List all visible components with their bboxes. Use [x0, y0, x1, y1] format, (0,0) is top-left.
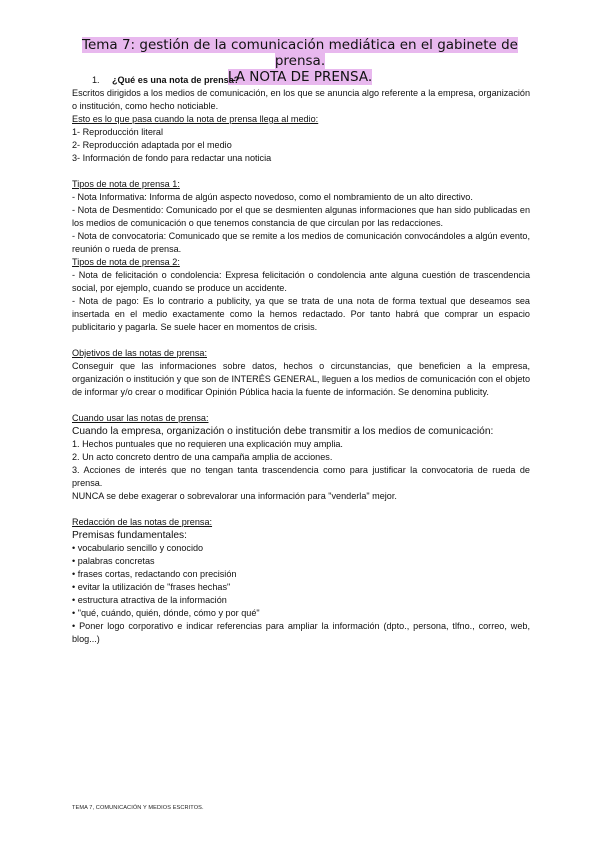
spacer	[72, 399, 530, 412]
tipos2-heading: Tipos de nota de prensa 2:	[72, 257, 180, 267]
tipos2-item: - Nota de felicitación o condolencia: Expresa felicitación o condolencia ante alguna cuestión de trascendencia social, por ejemplo, cuando se produce un accidente.	[72, 270, 530, 293]
process-item: 3- Información de fondo para redactar una noticia	[72, 153, 272, 163]
redaccion-item: • frases cortas, redactando con precisión	[72, 569, 237, 579]
spacer	[72, 334, 530, 347]
redaccion-item: • "qué, cuándo, quién, dónde, cómo y por qué"	[72, 608, 260, 618]
title-line-1: Tema 7: gestión de la comunicación mediática en el gabinete de prensa.	[82, 37, 518, 69]
objetivos-paragraph: Conseguir que las informaciones sobre datos, hechos o circunstancias, que beneficien a la empresa, organización o institución y que son de INTERÉS GENERAL, lleguen a los medios de comunicación con el objeto de informar y/o crear o modificar Opinión Pública hacia la fuente de información. Se denomina publicity.	[72, 361, 530, 397]
cuando-lead: Cuando la empresa, organización o institución debe transmitir a los medios de comunicación:	[72, 426, 494, 437]
tipos1-item: - Nota Informativa: Informa de algún aspecto novedoso, como el nombramiento de un alto directivo.	[72, 192, 473, 202]
process-item: 2- Reproducción adaptada por el medio	[72, 140, 232, 150]
tipos1-heading: Tipos de nota de prensa 1:	[72, 179, 180, 189]
cuando-note: NUNCA se debe exagerar o sobrevalorar una información para "venderla" mejor.	[72, 491, 397, 501]
document-body	[72, 74, 530, 646]
spacer	[72, 503, 530, 516]
tipos1-item: - Nota de convocatoria: Comunicado que se remite a los medios de comunicación convocándoles a algún evento, reunión o rueda de prensa.	[72, 231, 530, 254]
redaccion-item: • Poner logo corporativo e indicar referencias para ampliar la información (dpto., persona, tlfno., correo, web, blog...)	[72, 621, 530, 644]
redaccion-heading: Redacción de las notas de prensa:	[72, 517, 213, 527]
question-number: 1.	[92, 75, 100, 85]
question-heading	[72, 74, 530, 87]
title-line-2: LA NOTA DE PRENSA.	[227, 69, 373, 85]
process-heading: Esto es lo que pasa cuando la nota de prensa llega al medio:	[72, 114, 319, 124]
spacer	[72, 165, 530, 178]
tipos1-item: - Nota de Desmentido: Comunicado por el que se desmienten algunas informaciones que han sido publicadas en los medios de comunicación o que tenemos constancia de que circulan por las redacciones.	[72, 205, 530, 228]
tipos2-item: - Nota de pago: Es lo contrario a publicity, ya que se trata de una nota de forma textual que deseamos sea insertada en el medio exactamente como la hemos redactado. Por tanto habrá que comprar un espacio publicitario y pagarla. Se suele hacer en momentos de crisis.	[72, 296, 530, 332]
redaccion-item: • evitar la utilización de "frases hechas"	[72, 582, 231, 592]
question-text: ¿Qué es una nota de prensa?	[112, 75, 240, 85]
page-footer: TEMA 7, COMUNICACIÓN Y MEDIOS ESCRITOS.	[72, 805, 204, 811]
redaccion-lead: Premisas fundamentales:	[72, 530, 187, 541]
redaccion-item: • estructura atractiva de la información	[72, 595, 227, 605]
objetivos-heading: Objetivos de las notas de prensa:	[72, 348, 207, 358]
intro-paragraph: Escritos dirigidos a los medios de comunicación, en los que se anuncia algo referente a la empresa, organización o institución, como hecho noticiable.	[72, 88, 530, 111]
cuando-item: 2. Un acto concreto dentro de una campaña amplia de acciones.	[72, 452, 333, 462]
cuando-item: 3. Acciones de interés que no tengan tanta trascendencia como para justificar la convocatoria de rueda de prensa.	[72, 465, 530, 488]
cuando-heading: Cuando usar las notas de prensa:	[72, 413, 209, 423]
cuando-item: 1. Hechos puntuales que no requieren una explicación muy amplia.	[72, 439, 343, 449]
redaccion-item: • vocabulario sencillo y conocido	[72, 543, 204, 553]
redaccion-item: • palabras concretas	[72, 556, 155, 566]
process-item: 1- Reproducción literal	[72, 127, 163, 137]
